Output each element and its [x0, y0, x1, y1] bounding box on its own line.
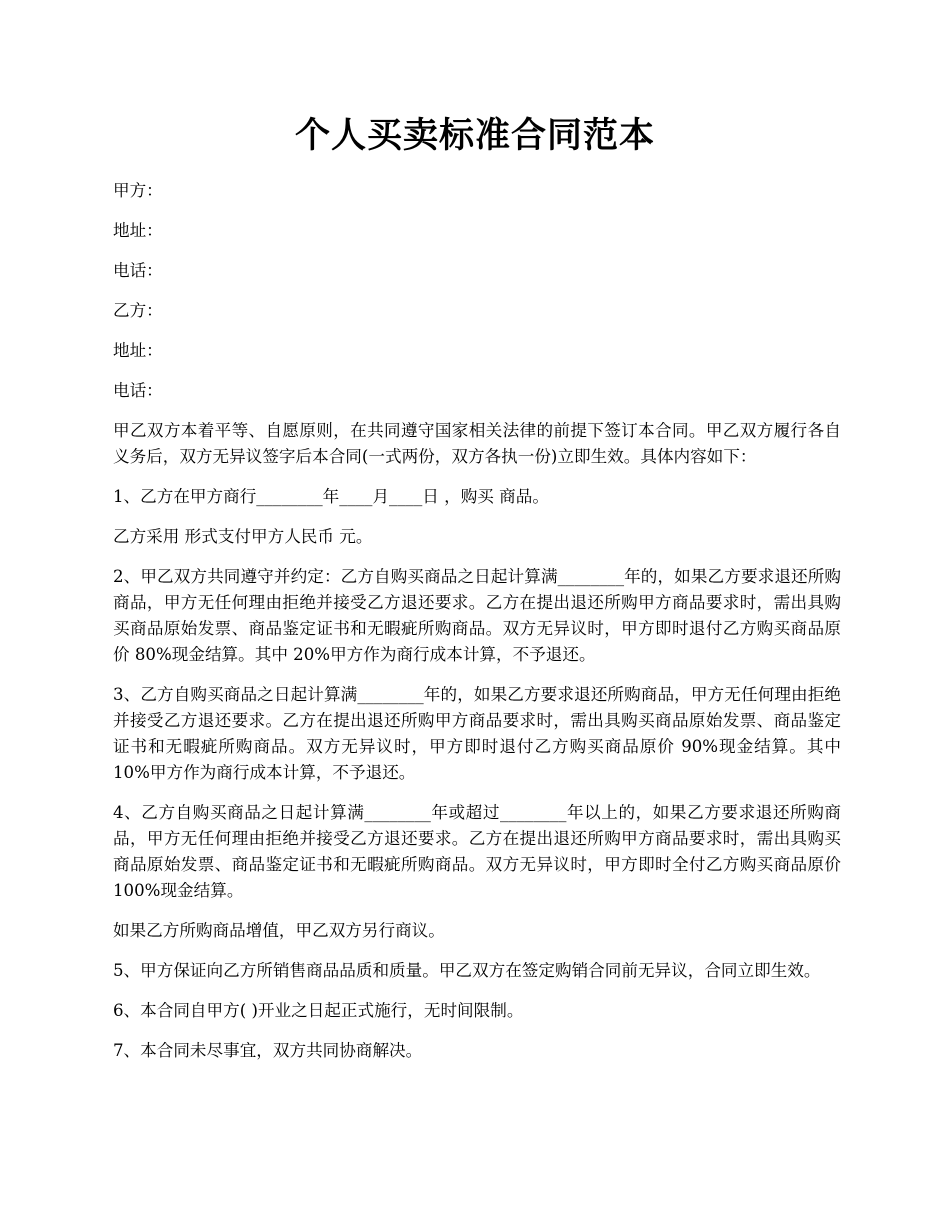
party-b-phone-label: 电话： — [113, 381, 163, 400]
clause-5: 5、甲方保证向乙方所销售商品品质和质量。甲乙双方在签定购销合同前无异议，合同立即生效。 — [113, 961, 821, 980]
intro-paragraph: 甲乙双方本着平等、自愿原则，在共同遵守国家相关法律的前提下签订本合同。甲乙双方履行各自义务后，双方无异议签字后本合同(一式两份，双方各执一份)立即生效。具体内容如下： — [113, 421, 841, 466]
clause-7: 7、本合同未尽事宜，双方共同协商解决。 — [113, 1041, 423, 1060]
clause-2: 2、甲乙双方共同遵守并约定：乙方自购买商品之日起计算满________年的，如果乙方要求退还所购商品，甲方无任何理由拒绝并接受乙方退还要求。乙方在提出退还所购甲方商品要求时，需出具购买商品原始发票、商品鉴定证书和无暇疵所购商品。双方无异议时，甲方即时退付乙方购买商品原价 80%现金结算。其中 20%甲方作为商行成本计算，不予退还。 — [113, 567, 841, 664]
party-a-label: 甲方： — [113, 181, 163, 200]
document-body — [113, 178, 841, 1078]
clause-6: 6、本合同自甲方( )开业之日起正式施行，无时间限制。 — [113, 1001, 524, 1020]
document-title: 个人买卖标准合同范本 — [294, 115, 655, 156]
clause-4: 4、乙方自购买商品之日起计算满________年或超过________年以上的，如果乙方要求退还所购商品，甲方无任何理由拒绝并接受乙方退还要求。乙方在提出退还所购甲方商品要求时，需出具购买商品原始发票、商品鉴定证书和无暇疵所购商品。双方无异议时，甲方即时全付乙方购买商品原价 100%现金结算。 — [113, 803, 841, 900]
party-b-label: 乙方： — [113, 301, 163, 320]
party-a-address-label: 地址： — [113, 221, 163, 240]
payment-paragraph: 乙方采用 形式支付甲方人民币 元。 — [113, 527, 373, 546]
appreciation-paragraph: 如果乙方所购商品增值，甲乙双方另行商议。 — [113, 921, 445, 940]
party-a-phone-label: 电话： — [113, 261, 163, 280]
party-b-address-label: 地址： — [113, 341, 163, 360]
clause-1: 1、乙方在甲方商行________年____月____日 ，购买 商品。 — [113, 487, 549, 506]
clause-3: 3、乙方自购买商品之日起计算满________年的，如果乙方要求退还所购商品，甲方无任何理由拒绝并接受乙方退还要求。乙方在提出退还所购甲方商品要求时，需出具购买商品原始发票、商品鉴定证书和无暇疵所购商品。双方无异议时，甲方即时退付乙方购买商品原价 90%现金结算。其中 10%甲方作为商行成本计算，不予退还。 — [113, 685, 841, 782]
